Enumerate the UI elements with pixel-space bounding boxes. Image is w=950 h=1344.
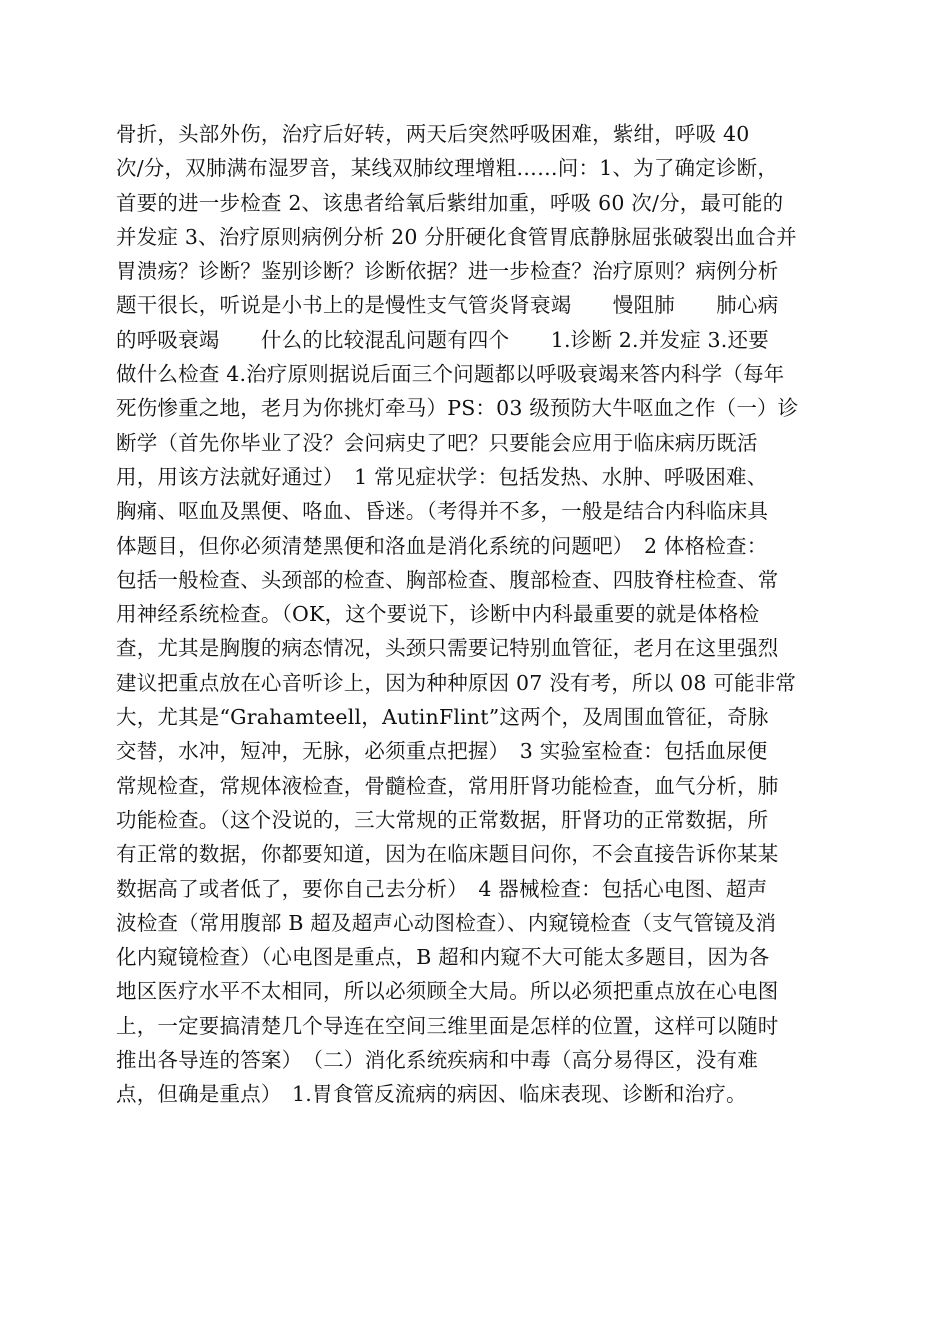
- text-line: 大，尤其是“Grahamteell，AutinFlint”这两个，及周围血管征，奇脉: [116, 705, 769, 730]
- text-line: 用，用该方法就好通过） 1 常见症状学：包括发热、水肿、呼吸困难、: [116, 464, 768, 489]
- text-line: 建议把重点放在心音听诊上，因为种种原因 07 没有考，所以 08 可能非常: [116, 670, 797, 695]
- text-line: 骨折，头部外伤，治疗后好转，两天后突然呼吸困难，紫绀，呼吸 40: [116, 122, 750, 146]
- text-line: 体题目，但你必须清楚黑便和洛血是消化系统的问题吧） 2 体格检查：: [116, 533, 768, 558]
- text-line: 点，但确是重点） 1.胃食管反流病的病因、临床表现、诊断和治疗。: [116, 1082, 747, 1107]
- text-line: 断学（首先你毕业了没？会问病史了吧？只要能会应用于临床病历既活: [116, 430, 758, 455]
- text-line: 胸痛、呕血及黑便、咯血、昏迷。（考得并不多，一般是结合内科临床具: [116, 499, 769, 524]
- text-line: 有正常的数据，你都要知道，因为在临床题目问你，不会直接告诉你某某: [116, 842, 779, 867]
- text-line: 题干很长，听说是小书上的是慢性支气管炎肾衰竭 慢阻肺 肺心病: [116, 293, 779, 318]
- text-line: 功能检查。（这个没说的，三大常规的正常数据，肝肾功的正常数据，所: [116, 807, 769, 832]
- text-line: 推出各导连的答案） （二）消化系统疾病和中毒（高分易得区，没有难: [116, 1048, 758, 1073]
- text-line: 做什么检查 4.治疗原则据说后面三个问题都以呼吸衰竭来答内科学（每年: [116, 362, 785, 387]
- text-line: 的呼吸衰竭 什么的比较混乱问题有四个 1.诊断 2.并发症 3.还要: [116, 327, 769, 352]
- text-line: 查，尤其是胸腹的病态情况，头颈只需要记特别血管征，老月在这里强烈: [116, 636, 779, 661]
- text-line: 包括一般检查、头颈部的检查、胸部检查、腹部检查、四肢脊柱检查、常: [116, 567, 779, 592]
- text-line: 用神经系统检查。（OK，这个要说下，诊断中内科最重要的就是体格检: [116, 602, 760, 627]
- text-line: 地区医疗水平不太相同，所以必须顾全大局。所以必须把重点放在心电图: [116, 979, 779, 1004]
- text-line: 化内窥镜检查）（心电图是重点，B 超和内窥不大可能太多题目，因为各: [116, 945, 770, 970]
- text-line: 常规检查，常规体液检查，骨髓检查，常用肝肾功能检查，血气分析，肺: [116, 773, 779, 798]
- text-line: 死伤惨重之地，老月为你挑灯牵马）PS：03 级预防大牛呕血之作（一）诊: [116, 396, 799, 421]
- text-line: 数据高了或者低了，要你自己去分析） 4 器械检查：包括心电图、超声: [116, 876, 768, 901]
- text-line: 交替，水冲，短冲，无脉，必须重点把握） 3 实验室检查：包括血尿便: [116, 739, 768, 764]
- text-line: 胃溃疡？诊断？鉴别诊断？诊断依据？进一步检查？治疗原则？病例分析: [116, 259, 779, 284]
- body-text: [116, 117, 836, 1112]
- text-line: 上，一定要搞清楚几个导连在空间三维里面是怎样的位置，这样可以随时: [116, 1013, 779, 1038]
- text-line: 首要的进一步检查 2、该患者给氧后紫绀加重，呼吸 60 次/分，最可能的: [116, 190, 784, 215]
- text-line: 次/分，双肺满布湿罗音，某线双肺纹理增粗……问：1、为了确定诊断，: [116, 156, 779, 181]
- text-line: 并发症 3、治疗原则病例分析 20 分肝硬化食管胃底静脉屈张破裂出血合并: [116, 224, 797, 249]
- text-line: 波检查（常用腹部 B 超及超声心动图检查）、内窥镜检查（支气管镜及消: [116, 910, 777, 935]
